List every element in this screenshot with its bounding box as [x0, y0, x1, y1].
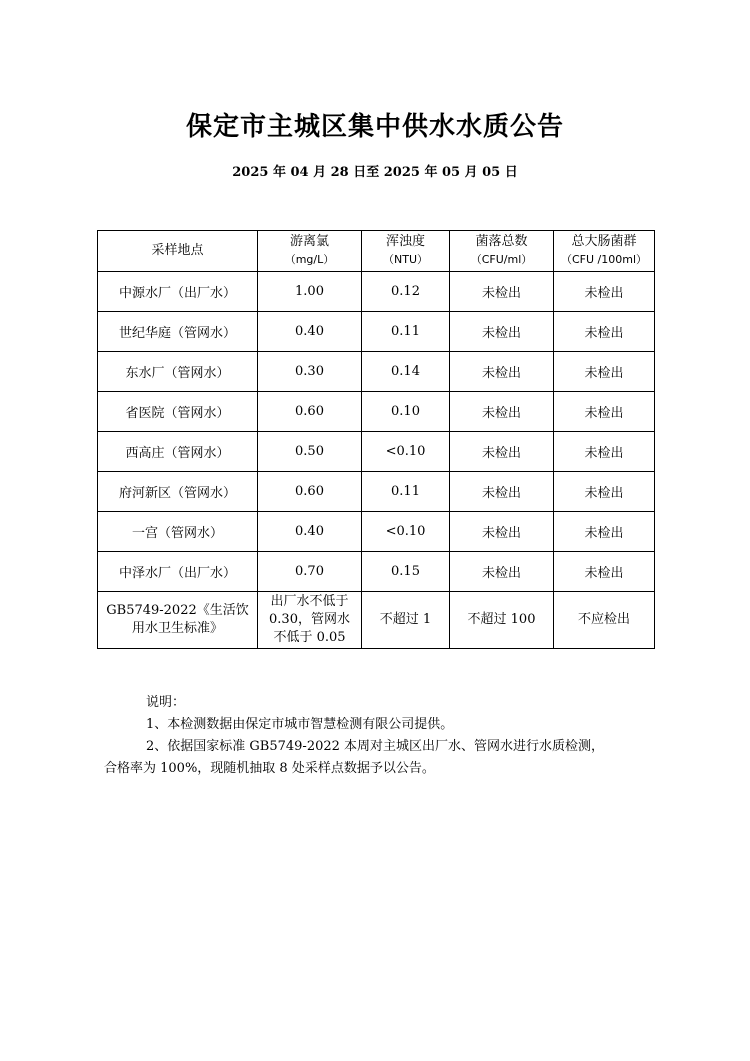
cell-turbidity: 0.12 [362, 272, 450, 312]
table-row [98, 272, 655, 312]
table-row [98, 352, 655, 392]
cell-coliform: 未检出 [554, 472, 655, 512]
cell-chlorine: 0.70 [258, 552, 362, 592]
standard-colony: 不超过 100 [450, 592, 554, 649]
standard-coliform: 不应检出 [554, 592, 655, 649]
cell-site: 东水厂（管网水） [98, 352, 258, 392]
notes-heading: 说明： [146, 695, 186, 710]
cell-colony: 未检出 [450, 472, 554, 512]
note-item-2-continued: 合格率为 100%，现随机抽取 8 处采样点数据予以公告。 [104, 761, 435, 776]
table-row [98, 472, 655, 512]
cell-colony: 未检出 [450, 312, 554, 352]
cell-site: 中源水厂（出厂水） [98, 272, 258, 312]
cell-chlorine: 0.40 [258, 312, 362, 352]
cell-turbidity: <0.10 [362, 432, 450, 472]
cell-coliform: 未检出 [554, 432, 655, 472]
header-chlorine: 游离氯 （mg/L） [258, 231, 362, 272]
table-row [98, 432, 655, 472]
standard-row [98, 592, 655, 649]
cell-turbidity: 0.10 [362, 392, 450, 432]
cell-site: 西高庄（管网水） [98, 432, 258, 472]
cell-turbidity: <0.10 [362, 512, 450, 552]
cell-coliform: 未检出 [554, 552, 655, 592]
date-range: 2025 年 04 月 28 日至 2025 年 05 月 05 日 [232, 165, 518, 180]
header-turbidity: 浑浊度 （NTU） [362, 231, 450, 272]
table-row [98, 512, 655, 552]
announcement-title: 保定市主城区集中供水水质公告 [185, 112, 564, 142]
table-row [98, 552, 655, 592]
cell-coliform: 未检出 [554, 392, 655, 432]
cell-site: 省医院（管网水） [98, 392, 258, 432]
cell-turbidity: 0.11 [362, 472, 450, 512]
cell-chlorine: 0.60 [258, 392, 362, 432]
cell-chlorine: 0.50 [258, 432, 362, 472]
cell-coliform: 未检出 [554, 312, 655, 352]
cell-turbidity: 0.14 [362, 352, 450, 392]
cell-colony: 未检出 [450, 272, 554, 312]
cell-coliform: 未检出 [554, 272, 655, 312]
note-item-2: 2、依据国家标准 GB5749-2022 本周对主城区出厂水、管网水进行水质检测， [146, 739, 605, 754]
standard-chlorine: 出厂水不低于 0.30，管网水 不低于 0.05 [258, 592, 362, 649]
cell-coliform: 未检出 [554, 512, 655, 552]
standard-turbidity: 不超过 1 [362, 592, 450, 649]
cell-site: 世纪华庭（管网水） [98, 312, 258, 352]
cell-chlorine: 1.00 [258, 272, 362, 312]
cell-colony: 未检出 [450, 432, 554, 472]
header-site: 采样地点 [98, 231, 258, 272]
note-item-1: 1、本检测数据由保定市城市智慧检测有限公司提供。 [146, 717, 454, 732]
cell-site: 一宫（管网水） [98, 512, 258, 552]
table-row [98, 392, 655, 432]
cell-coliform: 未检出 [554, 352, 655, 392]
cell-turbidity: 0.15 [362, 552, 450, 592]
cell-chlorine: 0.30 [258, 352, 362, 392]
cell-colony: 未检出 [450, 512, 554, 552]
cell-chlorine: 0.40 [258, 512, 362, 552]
cell-turbidity: 0.11 [362, 312, 450, 352]
cell-colony: 未检出 [450, 392, 554, 432]
header-coliform: 总大肠菌群 （CFU /100ml） [554, 231, 655, 272]
cell-chlorine: 0.60 [258, 472, 362, 512]
table-header-row [98, 231, 655, 272]
standard-name: GB5749-2022《生活饮 用水卫生标准》 [98, 592, 258, 649]
cell-site: 中泽水厂（出厂水） [98, 552, 258, 592]
header-colony: 菌落总数 （CFU/ml） [450, 231, 554, 272]
notes-section [100, 692, 660, 780]
table-row [98, 312, 655, 352]
cell-colony: 未检出 [450, 352, 554, 392]
cell-site: 府河新区（管网水） [98, 472, 258, 512]
cell-colony: 未检出 [450, 552, 554, 592]
water-quality-table [97, 230, 655, 649]
